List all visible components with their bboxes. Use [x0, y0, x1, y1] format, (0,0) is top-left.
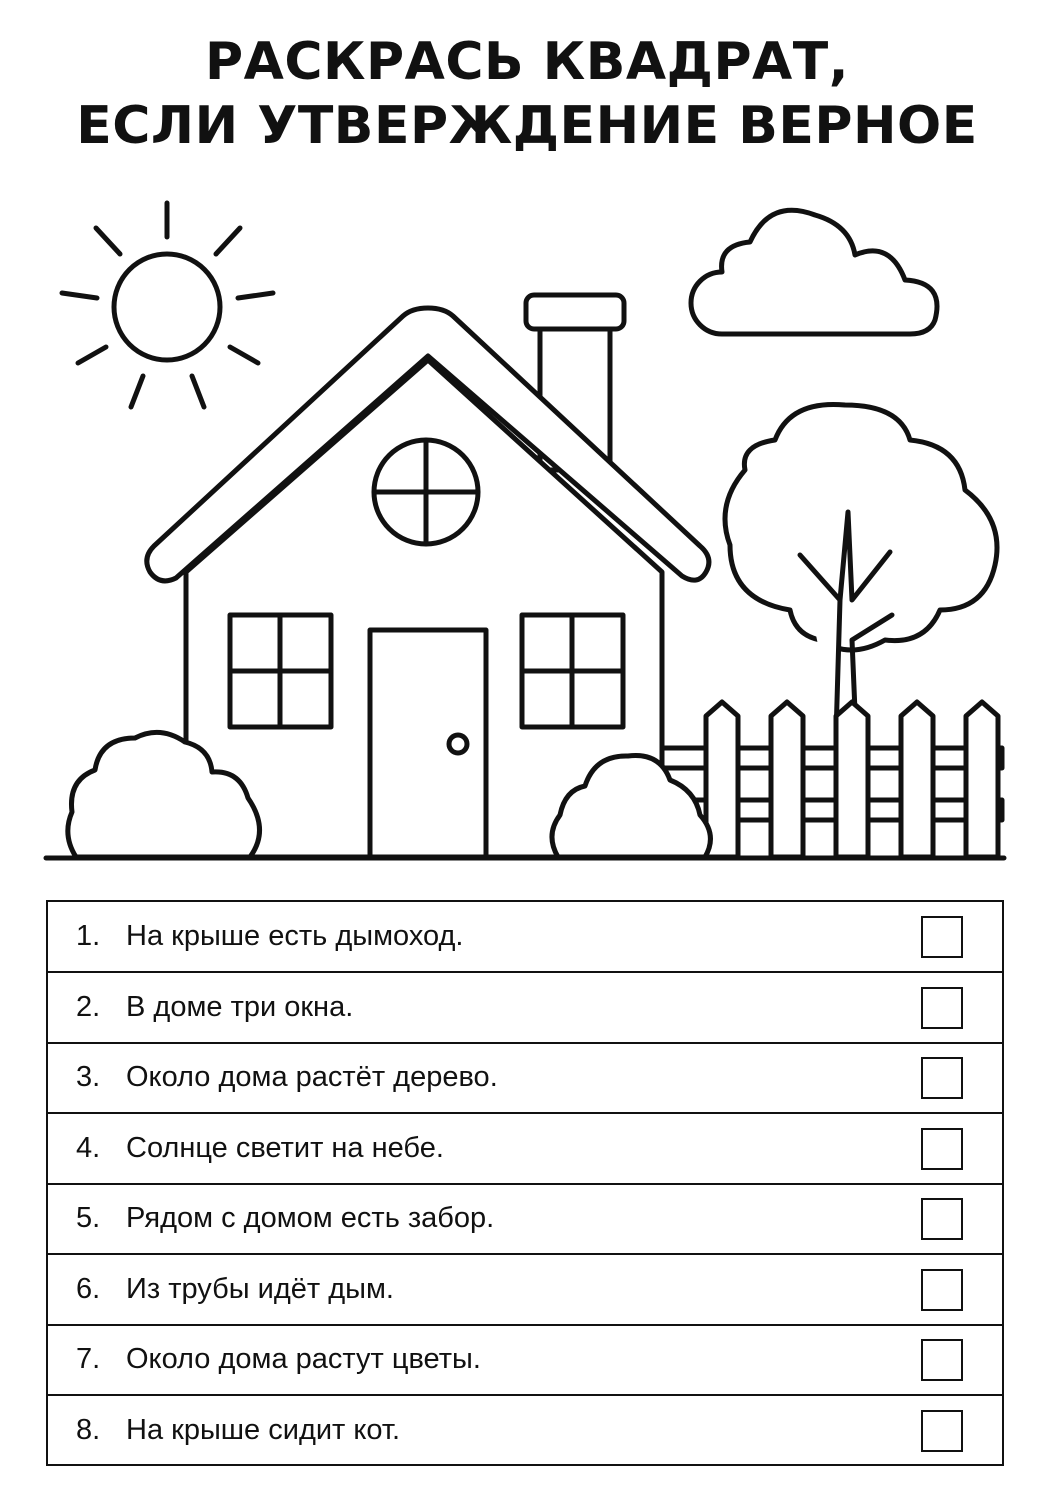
statement-text: На крыше сидит кот.: [126, 1413, 401, 1446]
statement-text: Из трубы идёт дым.: [126, 1272, 394, 1305]
statement-text: На крыше есть дымоход.: [126, 920, 464, 952]
statements-table: [46, 900, 1004, 1466]
round-window-icon: [374, 440, 478, 544]
statement-text: Солнце светит на небе.: [126, 1131, 444, 1164]
statement-row: [48, 1184, 1002, 1255]
statement-row: [48, 902, 1002, 973]
title-line-2: ЕСЛИ УТВЕРЖДЕНИЕ ВЕРНОЕ: [76, 96, 978, 156]
statement-text: Рядом с домом есть забор.: [126, 1202, 495, 1234]
statement-number: 8.: [76, 1413, 101, 1446]
statement-row: [48, 973, 1002, 1044]
statement-number: 7.: [76, 1343, 101, 1375]
statement-number: 2.: [76, 990, 101, 1023]
answer-checkbox[interactable]: [921, 1339, 963, 1381]
statement-number: 6.: [76, 1272, 101, 1305]
statement-number: 4.: [76, 1131, 101, 1164]
title-line-1: РАСКРАСЬ КВАДРАТ,: [204, 32, 850, 92]
cloud-icon: [691, 210, 937, 334]
statement-row: [48, 1396, 1002, 1467]
door-icon: [370, 630, 486, 857]
page-title: [0, 30, 1054, 158]
tree-icon: [725, 404, 997, 735]
statement-row: [48, 1114, 1002, 1185]
house-illustration: [0, 185, 1054, 875]
statement-row: [48, 1043, 1002, 1114]
fence-icon: [662, 702, 1002, 857]
statement-number: 1.: [76, 920, 101, 952]
statement-row: [48, 1325, 1002, 1396]
answer-checkbox[interactable]: [921, 987, 963, 1029]
answer-checkbox[interactable]: [921, 1269, 963, 1311]
answer-checkbox[interactable]: [921, 1198, 963, 1240]
answer-checkbox[interactable]: [921, 1128, 963, 1170]
statement-number: 5.: [76, 1202, 101, 1234]
statement-row: [48, 1255, 1002, 1326]
answer-checkbox[interactable]: [921, 916, 963, 958]
sun-icon: [62, 203, 273, 407]
window-icon: [230, 615, 331, 727]
statement-text: Около дома растёт дерево.: [126, 1061, 498, 1093]
answer-checkbox[interactable]: [921, 1057, 963, 1099]
statement-text: В доме три окна.: [126, 990, 354, 1023]
window-icon: [522, 615, 623, 727]
statement-number: 3.: [76, 1061, 101, 1093]
answer-checkbox[interactable]: [921, 1410, 963, 1452]
statement-text: Около дома растут цветы.: [126, 1343, 481, 1375]
